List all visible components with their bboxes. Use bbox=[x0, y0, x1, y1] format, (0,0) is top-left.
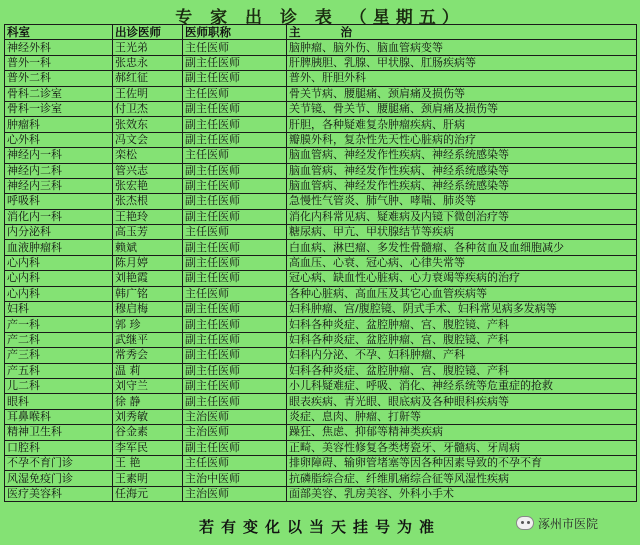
cell-specialty: 白血病、淋巴瘤、多发性骨髓瘤、各种贫血及血细胞减少 bbox=[287, 240, 637, 255]
table-row bbox=[5, 486, 637, 501]
cell-title: 副主任医师 bbox=[183, 317, 287, 332]
cell-department: 骨科二诊室 bbox=[5, 86, 113, 101]
cell-specialty: 消化内科常见病、疑难病及内镜下微创治疗等 bbox=[287, 209, 637, 224]
cell-doctor: 刘守兰 bbox=[113, 378, 183, 393]
cell-department: 产一科 bbox=[5, 317, 113, 332]
header-doctor: 出诊医师 bbox=[113, 25, 183, 40]
cell-title: 副主任医师 bbox=[183, 378, 287, 393]
table-row bbox=[5, 363, 637, 378]
cell-department: 产二科 bbox=[5, 332, 113, 347]
cell-title: 副主任医师 bbox=[183, 394, 287, 409]
cell-doctor: 李军民 bbox=[113, 440, 183, 455]
cell-title: 主任医师 bbox=[183, 286, 287, 301]
table-row bbox=[5, 178, 637, 193]
cell-specialty: 躁狂、焦虑、抑郁等精神类疾病 bbox=[287, 425, 637, 440]
cell-specialty: 肝胆，各种疑难复杂肿瘤疾病、肝病 bbox=[287, 117, 637, 132]
cell-department: 不孕不育门诊 bbox=[5, 455, 113, 470]
cell-department: 心内科 bbox=[5, 271, 113, 286]
cell-doctor: 谷金素 bbox=[113, 425, 183, 440]
cell-department: 内分泌科 bbox=[5, 225, 113, 240]
cell-doctor: 任海元 bbox=[113, 486, 183, 501]
cell-doctor: 张宏艳 bbox=[113, 178, 183, 193]
cell-doctor: 王 艳 bbox=[113, 455, 183, 470]
cell-doctor: 陈月婷 bbox=[113, 255, 183, 270]
table-row bbox=[5, 40, 637, 55]
header-title: 医师职称 bbox=[183, 25, 287, 40]
cell-department: 神经内三科 bbox=[5, 178, 113, 193]
cell-department: 神经外科 bbox=[5, 40, 113, 55]
cell-specialty: 肝脾胰胆、乳腺、甲状腺、肛肠疾病等 bbox=[287, 55, 637, 70]
wechat-icon bbox=[516, 516, 534, 530]
cell-department: 消化内一科 bbox=[5, 209, 113, 224]
cell-title: 副主任医师 bbox=[183, 163, 287, 178]
cell-title: 副主任医师 bbox=[183, 271, 287, 286]
cell-department: 心内科 bbox=[5, 255, 113, 270]
table-row bbox=[5, 332, 637, 347]
cell-department: 肿瘤科 bbox=[5, 117, 113, 132]
table-row bbox=[5, 302, 637, 317]
cell-title: 副主任医师 bbox=[183, 255, 287, 270]
table-row bbox=[5, 132, 637, 147]
footer-note: 若有变化以当天挂号为准 bbox=[198, 518, 441, 536]
cell-doctor: 徐 静 bbox=[113, 394, 183, 409]
table-row bbox=[5, 271, 637, 286]
cell-specialty: 妇科各种炎症、盆腔肿瘤、宫、腹腔镜、产科 bbox=[287, 332, 637, 347]
cell-specialty: 妇科内分泌、不孕、妇科肿瘤、产科 bbox=[287, 348, 637, 363]
cell-specialty: 面部美容、乳房美容、外科小手术 bbox=[287, 486, 637, 501]
table-row bbox=[5, 55, 637, 70]
cell-title: 主任医师 bbox=[183, 455, 287, 470]
cell-department: 心内科 bbox=[5, 286, 113, 301]
cell-specialty: 小儿科疑难症、呼吸、消化、神经系统等危重症的抢救 bbox=[287, 378, 637, 393]
cell-department: 普外二科 bbox=[5, 71, 113, 86]
page-title: 专 家 出 诊 表 （星期五） bbox=[175, 8, 465, 28]
cell-department: 风湿免疫门诊 bbox=[5, 471, 113, 486]
cell-doctor: 穆启梅 bbox=[113, 302, 183, 317]
cell-department: 眼科 bbox=[5, 394, 113, 409]
cell-department: 医疗美容科 bbox=[5, 486, 113, 501]
cell-title: 副主任医师 bbox=[183, 178, 287, 193]
cell-department: 耳鼻喉科 bbox=[5, 409, 113, 424]
cell-doctor: 张杰根 bbox=[113, 194, 183, 209]
cell-doctor: 郝红征 bbox=[113, 71, 183, 86]
cell-specialty: 脑血管病、神经发作性疾病、神经系统感染等 bbox=[287, 178, 637, 193]
header-specialty: 主治 bbox=[287, 25, 637, 40]
cell-doctor: 温 莉 bbox=[113, 363, 183, 378]
cell-department: 妇科 bbox=[5, 302, 113, 317]
table-row bbox=[5, 71, 637, 86]
cell-title: 主治医师 bbox=[183, 409, 287, 424]
cell-doctor: 管兴志 bbox=[113, 163, 183, 178]
cell-specialty: 妇科肿瘤、宫/腹腔镜、阴式手术、妇科常见病多发病等 bbox=[287, 302, 637, 317]
table-row bbox=[5, 348, 637, 363]
cell-title: 主治医师 bbox=[183, 486, 287, 501]
cell-specialty: 妇科各种炎症、盆腔肿瘤、宫、腹腔镜、产科 bbox=[287, 363, 637, 378]
cell-title: 副主任医师 bbox=[183, 194, 287, 209]
table-row bbox=[5, 240, 637, 255]
cell-department: 神经内一科 bbox=[5, 148, 113, 163]
cell-doctor: 王佐明 bbox=[113, 86, 183, 101]
cell-doctor: 高玉芳 bbox=[113, 225, 183, 240]
cell-doctor: 王光弟 bbox=[113, 40, 183, 55]
cell-doctor: 郭 珍 bbox=[113, 317, 183, 332]
schedule-table bbox=[4, 24, 637, 502]
cell-title: 副主任医师 bbox=[183, 132, 287, 147]
cell-title: 副主任医师 bbox=[183, 348, 287, 363]
table-row bbox=[5, 317, 637, 332]
cell-department: 呼吸科 bbox=[5, 194, 113, 209]
cell-specialty: 眼表疾病、青光眼、眼底病及各种眼科疾病等 bbox=[287, 394, 637, 409]
cell-title: 主治中医师 bbox=[183, 471, 287, 486]
cell-doctor: 常秀会 bbox=[113, 348, 183, 363]
cell-title: 副主任医师 bbox=[183, 101, 287, 116]
cell-specialty: 糖尿病、甲亢、甲状腺结节等疾病 bbox=[287, 225, 637, 240]
cell-doctor: 武继平 bbox=[113, 332, 183, 347]
cell-specialty: 骨关节病、腰腿痛、颈肩痛及损伤等 bbox=[287, 86, 637, 101]
cell-doctor: 赖斌 bbox=[113, 240, 183, 255]
cell-title: 副主任医师 bbox=[183, 209, 287, 224]
cell-department: 产三科 bbox=[5, 348, 113, 363]
table-row bbox=[5, 409, 637, 424]
cell-doctor: 冯文会 bbox=[113, 132, 183, 147]
table-row bbox=[5, 455, 637, 470]
cell-department: 产五科 bbox=[5, 363, 113, 378]
cell-doctor: 付卫杰 bbox=[113, 101, 183, 116]
table-row bbox=[5, 471, 637, 486]
cell-doctor: 张效东 bbox=[113, 117, 183, 132]
table-row bbox=[5, 117, 637, 132]
cell-title: 主任医师 bbox=[183, 225, 287, 240]
cell-specialty: 脑肿瘤、脑外伤、脑血管病变等 bbox=[287, 40, 637, 55]
cell-specialty: 脑血管病、神经发作性疾病、神经系统感染等 bbox=[287, 148, 637, 163]
watermark bbox=[516, 512, 598, 534]
cell-department: 神经内二科 bbox=[5, 163, 113, 178]
cell-doctor: 张忠永 bbox=[113, 55, 183, 70]
cell-department: 普外一科 bbox=[5, 55, 113, 70]
table-row bbox=[5, 148, 637, 163]
table-row bbox=[5, 209, 637, 224]
table-row bbox=[5, 225, 637, 240]
table-row bbox=[5, 163, 637, 178]
cell-specialty: 冠心病、缺血性心脏病、心力衰竭等疾病的治疗 bbox=[287, 271, 637, 286]
cell-doctor: 刘秀敏 bbox=[113, 409, 183, 424]
table-header-row bbox=[5, 25, 637, 40]
cell-title: 副主任医师 bbox=[183, 363, 287, 378]
cell-department: 心外科 bbox=[5, 132, 113, 147]
cell-title: 主任医师 bbox=[183, 86, 287, 101]
cell-title: 副主任医师 bbox=[183, 302, 287, 317]
cell-specialty: 高血压、心衰、冠心病、心律失常等 bbox=[287, 255, 637, 270]
cell-doctor: 韩广铭 bbox=[113, 286, 183, 301]
cell-specialty: 正畸、美容性修复各类烤瓷牙、牙髓病、牙周病 bbox=[287, 440, 637, 455]
cell-title: 主治医师 bbox=[183, 425, 287, 440]
table-row bbox=[5, 394, 637, 409]
table-row bbox=[5, 86, 637, 101]
cell-title: 主任医师 bbox=[183, 148, 287, 163]
cell-department: 血液肿瘤科 bbox=[5, 240, 113, 255]
cell-title: 副主任医师 bbox=[183, 71, 287, 86]
cell-specialty: 脑血管病、神经发作性疾病、神经系统感染等 bbox=[287, 163, 637, 178]
table-row bbox=[5, 255, 637, 270]
cell-doctor: 王艳玲 bbox=[113, 209, 183, 224]
cell-doctor: 王素明 bbox=[113, 471, 183, 486]
cell-specialty: 急慢性气管炎、肺气肿、哮喘、肺炎等 bbox=[287, 194, 637, 209]
table-row bbox=[5, 101, 637, 116]
cell-specialty: 各种心脏病、高血压及其它心血管疾病等 bbox=[287, 286, 637, 301]
cell-department: 口腔科 bbox=[5, 440, 113, 455]
cell-specialty: 炎症、息肉、肿瘤、打鼾等 bbox=[287, 409, 637, 424]
table-row bbox=[5, 425, 637, 440]
cell-specialty: 普外、肝胆外科 bbox=[287, 71, 637, 86]
table-row bbox=[5, 286, 637, 301]
cell-specialty: 关节镜、骨关节、腰腿痛、颈肩痛及损伤等 bbox=[287, 101, 637, 116]
cell-title: 副主任医师 bbox=[183, 240, 287, 255]
cell-title: 副主任医师 bbox=[183, 440, 287, 455]
cell-title: 副主任医师 bbox=[183, 55, 287, 70]
cell-specialty: 抗磷脂综合症、纤维肌痛综合征等风湿性疾病 bbox=[287, 471, 637, 486]
cell-department: 儿二科 bbox=[5, 378, 113, 393]
cell-title: 副主任医师 bbox=[183, 117, 287, 132]
table-row bbox=[5, 440, 637, 455]
cell-doctor: 刘艳霞 bbox=[113, 271, 183, 286]
table-row bbox=[5, 194, 637, 209]
cell-specialty: 瓣膜外科，复杂性先天性心脏病的治疗 bbox=[287, 132, 637, 147]
cell-department: 骨科一诊室 bbox=[5, 101, 113, 116]
cell-title: 副主任医师 bbox=[183, 332, 287, 347]
header-department: 科室 bbox=[5, 25, 113, 40]
cell-doctor: 栾松 bbox=[113, 148, 183, 163]
cell-department: 精神卫生科 bbox=[5, 425, 113, 440]
watermark-text: 涿州市医院 bbox=[538, 516, 599, 531]
cell-title: 主任医师 bbox=[183, 40, 287, 55]
table-row bbox=[5, 378, 637, 393]
cell-specialty: 妇科各种炎症、盆腔肿瘤、宫、腹腔镜、产科 bbox=[287, 317, 637, 332]
cell-specialty: 排卵障碍、输卵管堵塞等因各种因素导致的不孕不育 bbox=[287, 455, 637, 470]
